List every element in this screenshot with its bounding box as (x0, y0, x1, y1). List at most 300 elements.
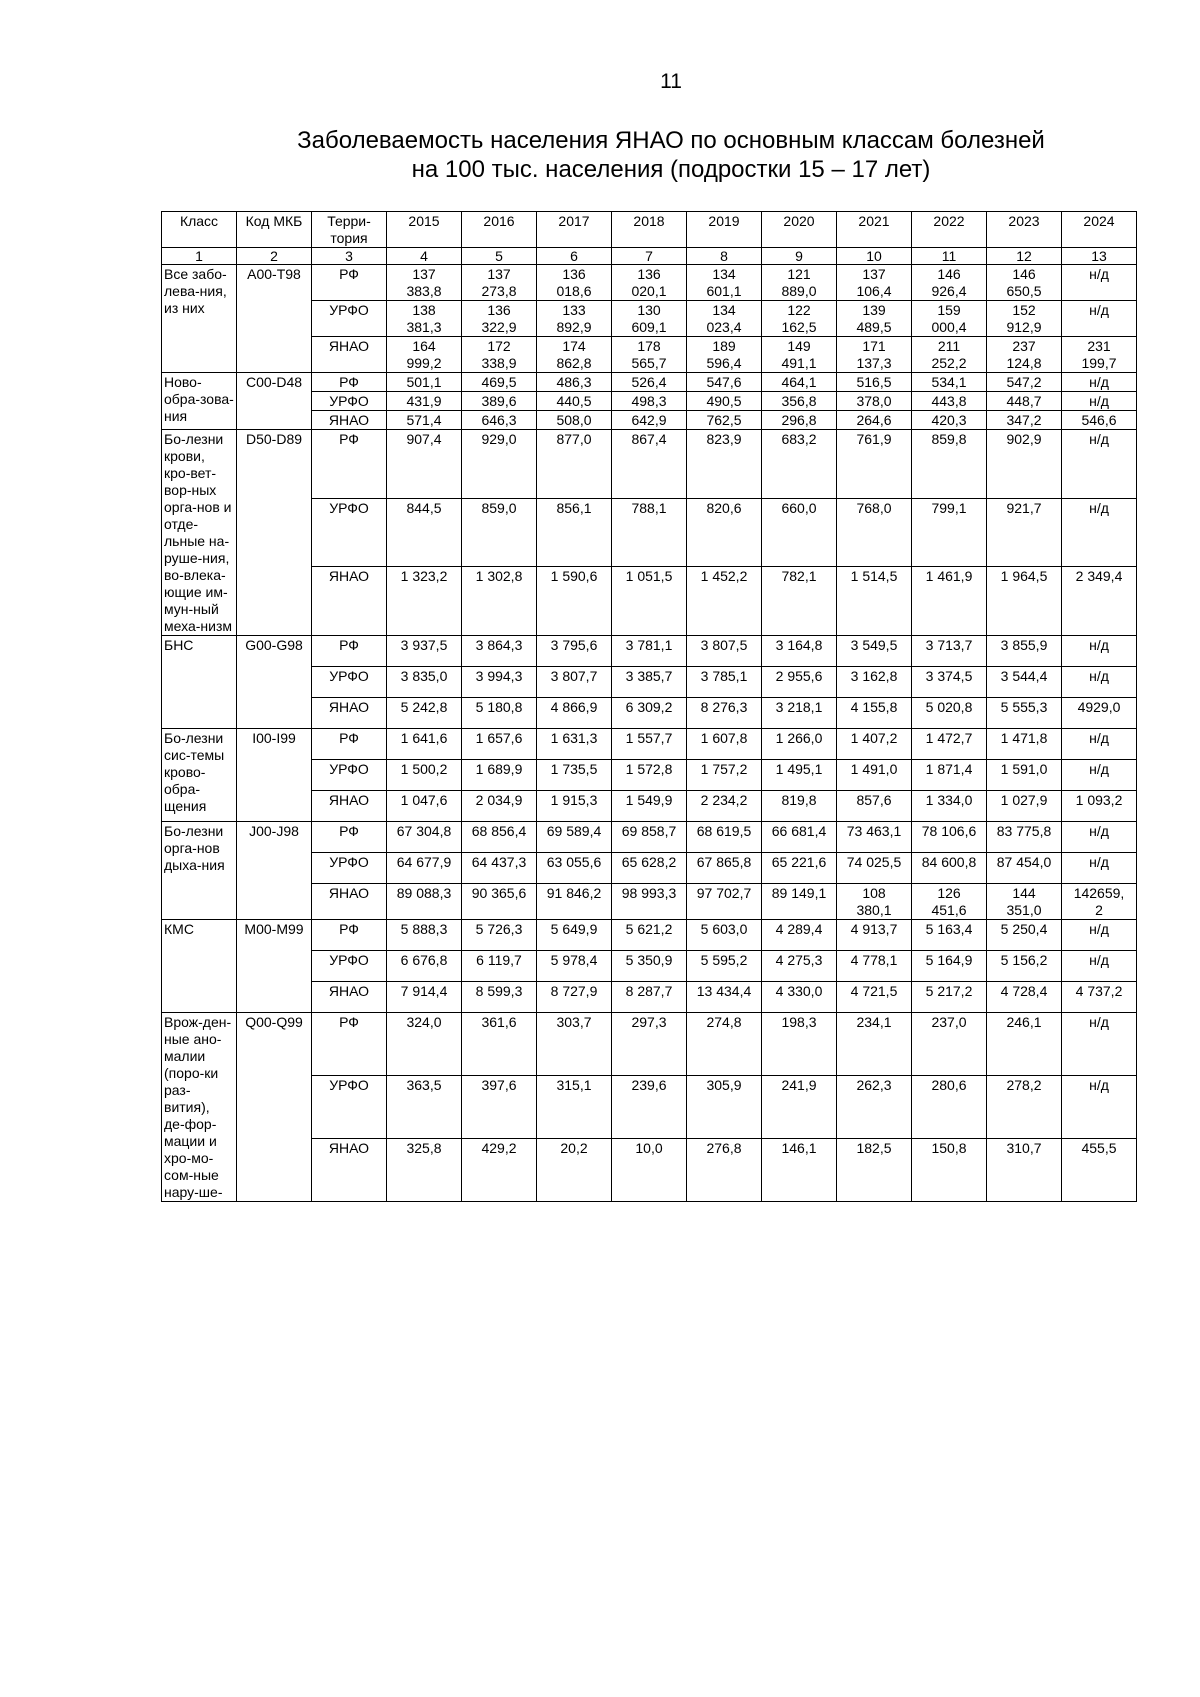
value-cell: 5 180,8 (462, 698, 537, 729)
value-cell: 6 676,8 (387, 951, 462, 982)
value-cell: 68 856,4 (462, 822, 537, 853)
value-cell: 189 596,4 (687, 337, 762, 373)
value-cell: 859,0 (462, 498, 537, 567)
value-cell: 501,1 (387, 373, 462, 392)
value-cell: 13 434,4 (687, 982, 762, 1013)
value-cell: 4 289,4 (762, 920, 837, 951)
value-cell: 211 252,2 (912, 337, 987, 373)
value-cell: 5 621,2 (612, 920, 687, 951)
value-cell: 761,9 (837, 430, 912, 499)
value-cell: н/д (1062, 636, 1137, 667)
value-cell: 137 273,8 (462, 265, 537, 301)
value-cell: 324,0 (387, 1013, 462, 1076)
value-cell: 3 162,8 (837, 667, 912, 698)
value-cell: 429,2 (462, 1139, 537, 1202)
value-cell: 1 491,0 (837, 760, 912, 791)
value-cell: 10,0 (612, 1139, 687, 1202)
value-cell: н/д (1062, 920, 1137, 951)
value-cell: 1 591,0 (987, 760, 1062, 791)
column-number-cell: 10 (837, 248, 912, 265)
value-cell: 8 287,7 (612, 982, 687, 1013)
value-cell: 7 914,4 (387, 982, 462, 1013)
territory-cell: ЯНАО (312, 1139, 387, 1202)
header-cell: 2018 (612, 212, 687, 248)
value-cell: 133 892,9 (537, 301, 612, 337)
value-cell: 782,1 (762, 567, 837, 636)
value-cell: 3 785,1 (687, 667, 762, 698)
territory-cell: УРФО (312, 301, 387, 337)
value-cell: 136 018,6 (537, 265, 612, 301)
value-cell: 683,2 (762, 430, 837, 499)
value-cell: 6 309,2 (612, 698, 687, 729)
value-cell: 8 727,9 (537, 982, 612, 1013)
value-cell: 69 589,4 (537, 822, 612, 853)
header-cell: 2021 (837, 212, 912, 248)
value-cell: 237 124,8 (987, 337, 1062, 373)
morbidity-table (161, 211, 1137, 1202)
value-cell: 768,0 (837, 498, 912, 567)
territory-cell: РФ (312, 430, 387, 499)
value-cell: 469,5 (462, 373, 537, 392)
value-cell: 149 491,1 (762, 337, 837, 373)
value-cell: 902,9 (987, 430, 1062, 499)
value-cell: 1 461,9 (912, 567, 987, 636)
icd-code-cell: D50-D89 (237, 430, 312, 636)
value-cell: 856,1 (537, 498, 612, 567)
value-cell: 4 155,8 (837, 698, 912, 729)
value-cell: 1 027,9 (987, 791, 1062, 822)
territory-cell: УРФО (312, 951, 387, 982)
value-cell: 174 862,8 (537, 337, 612, 373)
page-title (0, 126, 1200, 184)
disease-class-cell: БНС (162, 636, 237, 729)
icd-code-cell: G00-G98 (237, 636, 312, 729)
territory-cell: УРФО (312, 498, 387, 567)
disease-class-cell: КМС (162, 920, 237, 1013)
value-cell: 5 020,8 (912, 698, 987, 729)
value-cell: 498,3 (612, 392, 687, 411)
value-cell: 823,9 (687, 430, 762, 499)
value-cell: н/д (1062, 853, 1137, 884)
value-cell: 2 034,9 (462, 791, 537, 822)
value-cell: 1 495,1 (762, 760, 837, 791)
table-row (162, 729, 1137, 760)
value-cell: н/д (1062, 392, 1137, 411)
value-cell: 2 349,4 (1062, 567, 1137, 636)
column-number-cell: 3 (312, 248, 387, 265)
territory-cell: РФ (312, 729, 387, 760)
value-cell: 1 472,7 (912, 729, 987, 760)
value-cell: 159 000,4 (912, 301, 987, 337)
value-cell: 5 163,4 (912, 920, 987, 951)
value-cell: н/д (1062, 373, 1137, 392)
value-cell: 1 051,5 (612, 567, 687, 636)
value-cell: 3 855,9 (987, 636, 1062, 667)
value-cell: 246,1 (987, 1013, 1062, 1076)
value-cell: 347,2 (987, 411, 1062, 430)
value-cell: 98 993,3 (612, 884, 687, 920)
territory-cell: РФ (312, 265, 387, 301)
value-cell: 3 994,3 (462, 667, 537, 698)
value-cell: 1 514,5 (837, 567, 912, 636)
value-cell: 1 572,8 (612, 760, 687, 791)
territory-cell: УРФО (312, 853, 387, 884)
column-number-cell: 2 (237, 248, 312, 265)
value-cell: 820,6 (687, 498, 762, 567)
header-cell: Терри-тория (312, 212, 387, 248)
column-number-row (162, 248, 1137, 265)
table-row (162, 430, 1137, 499)
value-cell: 231 199,7 (1062, 337, 1137, 373)
value-cell: 762,5 (687, 411, 762, 430)
value-cell: 420,3 (912, 411, 987, 430)
value-cell: 3 835,0 (387, 667, 462, 698)
value-cell: 5 978,4 (537, 951, 612, 982)
value-cell: 929,0 (462, 430, 537, 499)
table-row (162, 920, 1137, 951)
value-cell: н/д (1062, 822, 1137, 853)
value-cell: 1 452,2 (687, 567, 762, 636)
column-number-cell: 12 (987, 248, 1062, 265)
value-cell: 239,6 (612, 1076, 687, 1139)
value-cell: 799,1 (912, 498, 987, 567)
value-cell: 508,0 (537, 411, 612, 430)
value-cell: 152 912,9 (987, 301, 1062, 337)
value-cell: 3 164,8 (762, 636, 837, 667)
value-cell: 130 609,1 (612, 301, 687, 337)
value-cell: 844,5 (387, 498, 462, 567)
territory-cell: РФ (312, 822, 387, 853)
value-cell: 921,7 (987, 498, 1062, 567)
value-cell: 138 381,3 (387, 301, 462, 337)
territory-cell: ЯНАО (312, 884, 387, 920)
value-cell: 134 601,1 (687, 265, 762, 301)
value-cell: 464,1 (762, 373, 837, 392)
column-number-cell: 7 (612, 248, 687, 265)
value-cell: 397,6 (462, 1076, 537, 1139)
territory-cell: ЯНАО (312, 698, 387, 729)
value-cell: 89 088,3 (387, 884, 462, 920)
value-cell: 171 137,3 (837, 337, 912, 373)
value-cell: 262,3 (837, 1076, 912, 1139)
territory-cell: РФ (312, 373, 387, 392)
value-cell: 3 864,3 (462, 636, 537, 667)
value-cell: 121 889,0 (762, 265, 837, 301)
value-cell: 6 119,7 (462, 951, 537, 982)
icd-code-cell: M00-M99 (237, 920, 312, 1013)
value-cell: 142659, 2 (1062, 884, 1137, 920)
value-cell: 1 915,3 (537, 791, 612, 822)
value-cell: 5 250,4 (987, 920, 1062, 951)
value-cell: 122 162,5 (762, 301, 837, 337)
value-cell: 378,0 (837, 392, 912, 411)
value-cell: 139 489,5 (837, 301, 912, 337)
value-cell: 64 677,9 (387, 853, 462, 884)
value-cell: 66 681,4 (762, 822, 837, 853)
title-line-1: Заболеваемость населения ЯНАО по основным классам болезней (297, 127, 1045, 154)
value-cell: 4 737,2 (1062, 982, 1137, 1013)
value-cell: 67 304,8 (387, 822, 462, 853)
value-cell: 857,6 (837, 791, 912, 822)
value-cell: 547,2 (987, 373, 1062, 392)
value-cell: 64 437,3 (462, 853, 537, 884)
value-cell: 1 302,8 (462, 567, 537, 636)
value-cell: 448,7 (987, 392, 1062, 411)
value-cell: 455,5 (1062, 1139, 1137, 1202)
value-cell: 546,6 (1062, 411, 1137, 430)
value-cell: 305,9 (687, 1076, 762, 1139)
territory-cell: УРФО (312, 667, 387, 698)
header-cell: Класс (162, 212, 237, 248)
value-cell: 1 607,8 (687, 729, 762, 760)
title-line-2: на 100 тыс. населения (подростки 15 – 17 лет) (411, 156, 931, 183)
value-cell: 431,9 (387, 392, 462, 411)
value-cell: 526,4 (612, 373, 687, 392)
territory-cell: ЯНАО (312, 411, 387, 430)
value-cell: н/д (1062, 301, 1137, 337)
value-cell: 4 330,0 (762, 982, 837, 1013)
value-cell: 87 454,0 (987, 853, 1062, 884)
value-cell: 4 721,5 (837, 982, 912, 1013)
value-cell: 3 374,5 (912, 667, 987, 698)
value-cell: 1 735,5 (537, 760, 612, 791)
value-cell: 5 217,2 (912, 982, 987, 1013)
value-cell: 3 713,7 (912, 636, 987, 667)
header-cell: 2020 (762, 212, 837, 248)
value-cell: н/д (1062, 265, 1137, 301)
value-cell: 1 549,9 (612, 791, 687, 822)
value-cell: 1 093,2 (1062, 791, 1137, 822)
value-cell: 3 218,1 (762, 698, 837, 729)
value-cell: 4 275,3 (762, 951, 837, 982)
value-cell: 788,1 (612, 498, 687, 567)
disease-class-cell: Бо-лезни крови, кро-вет-вор-ных орга-нов и отде-льные на-руше-ния, во-влека-ющие им-мун-ный меха-низм (162, 430, 237, 636)
territory-cell: ЯНАО (312, 791, 387, 822)
value-cell: 315,1 (537, 1076, 612, 1139)
value-cell: 134 023,4 (687, 301, 762, 337)
value-cell: 1 407,2 (837, 729, 912, 760)
value-cell: 1 557,7 (612, 729, 687, 760)
value-cell: 660,0 (762, 498, 837, 567)
value-cell: 69 858,7 (612, 822, 687, 853)
value-cell: 144 351,0 (987, 884, 1062, 920)
value-cell: 5 350,9 (612, 951, 687, 982)
table-body (162, 265, 1137, 1202)
value-cell: н/д (1062, 729, 1137, 760)
value-cell: 65 628,2 (612, 853, 687, 884)
value-cell: 1 471,8 (987, 729, 1062, 760)
value-cell: 859,8 (912, 430, 987, 499)
value-cell: 646,3 (462, 411, 537, 430)
value-cell: 63 055,6 (537, 853, 612, 884)
column-number-cell: 5 (462, 248, 537, 265)
icd-code-cell: J00-J98 (237, 822, 312, 920)
value-cell: 136 020,1 (612, 265, 687, 301)
disease-class-cell: Бо-лезни орга-нов дыха-ния (162, 822, 237, 920)
icd-code-cell: Q00-Q99 (237, 1013, 312, 1202)
value-cell: н/д (1062, 667, 1137, 698)
value-cell: 3 807,7 (537, 667, 612, 698)
value-cell: н/д (1062, 1076, 1137, 1139)
value-cell: 8 276,3 (687, 698, 762, 729)
value-cell: 74 025,5 (837, 853, 912, 884)
territory-cell: ЯНАО (312, 982, 387, 1013)
value-cell: 1 631,3 (537, 729, 612, 760)
value-cell: н/д (1062, 760, 1137, 791)
value-cell: 907,4 (387, 430, 462, 499)
disease-class-cell: Все забо-лева-ния, из них (162, 265, 237, 373)
value-cell: 3 807,5 (687, 636, 762, 667)
value-cell: 5 649,9 (537, 920, 612, 951)
header-cell: 2024 (1062, 212, 1137, 248)
value-cell: 3 544,4 (987, 667, 1062, 698)
icd-code-cell: A00-T98 (237, 265, 312, 373)
header-cell: 2022 (912, 212, 987, 248)
table-row (162, 265, 1137, 301)
column-number-cell: 13 (1062, 248, 1137, 265)
territory-cell: РФ (312, 1013, 387, 1076)
value-cell: 73 463,1 (837, 822, 912, 853)
value-cell: 547,6 (687, 373, 762, 392)
header-row (162, 212, 1137, 248)
value-cell: 3 937,5 (387, 636, 462, 667)
value-cell: 1 590,6 (537, 567, 612, 636)
column-number-cell: 1 (162, 248, 237, 265)
column-number-cell: 8 (687, 248, 762, 265)
value-cell: 150,8 (912, 1139, 987, 1202)
value-cell: 89 149,1 (762, 884, 837, 920)
value-cell: 303,7 (537, 1013, 612, 1076)
icd-code-cell: I00-I99 (237, 729, 312, 822)
value-cell: 4 866,9 (537, 698, 612, 729)
value-cell: 182,5 (837, 1139, 912, 1202)
value-cell: 325,8 (387, 1139, 462, 1202)
value-cell: 178 565,7 (612, 337, 687, 373)
territory-cell: УРФО (312, 760, 387, 791)
column-number-cell: 11 (912, 248, 987, 265)
value-cell: 486,3 (537, 373, 612, 392)
value-cell: 241,9 (762, 1076, 837, 1139)
value-cell: 1 964,5 (987, 567, 1062, 636)
value-cell: 5 726,3 (462, 920, 537, 951)
value-cell: 84 600,8 (912, 853, 987, 884)
table-row (162, 822, 1137, 853)
value-cell: н/д (1062, 430, 1137, 499)
value-cell: 137 383,8 (387, 265, 462, 301)
value-cell: 297,3 (612, 1013, 687, 1076)
value-cell: 8 599,3 (462, 982, 537, 1013)
value-cell: 1 047,6 (387, 791, 462, 822)
disease-class-cell: Бо-лезни сис-темы крово-обра-щения (162, 729, 237, 822)
value-cell: 1 757,2 (687, 760, 762, 791)
disease-class-cell: Ново-обра-зова-ния (162, 373, 237, 430)
value-cell: н/д (1062, 951, 1137, 982)
value-cell: 1 323,2 (387, 567, 462, 636)
value-cell: 68 619,5 (687, 822, 762, 853)
value-cell: 3 781,1 (612, 636, 687, 667)
territory-cell: ЯНАО (312, 567, 387, 636)
value-cell: н/д (1062, 498, 1137, 567)
value-cell: 146 650,5 (987, 265, 1062, 301)
value-cell: 276,8 (687, 1139, 762, 1202)
value-cell: 296,8 (762, 411, 837, 430)
value-cell: 146 926,4 (912, 265, 987, 301)
value-cell: 3 549,5 (837, 636, 912, 667)
value-cell: 278,2 (987, 1076, 1062, 1139)
value-cell: 237,0 (912, 1013, 987, 1076)
value-cell: 136 322,9 (462, 301, 537, 337)
value-cell: 137 106,4 (837, 265, 912, 301)
value-cell: 264,6 (837, 411, 912, 430)
disease-class-cell: Врож-ден-ные ано-малии (поро-ки раз-вития), де-фор-мации и хро-мо-сом-ные нару-ше- (162, 1013, 237, 1202)
territory-cell: УРФО (312, 392, 387, 411)
value-cell: 1 334,0 (912, 791, 987, 822)
column-number-cell: 4 (387, 248, 462, 265)
value-cell: 126 451,6 (912, 884, 987, 920)
table-row (162, 373, 1137, 392)
value-cell: 1 657,6 (462, 729, 537, 760)
value-cell: 234,1 (837, 1013, 912, 1076)
value-cell: 280,6 (912, 1076, 987, 1139)
value-cell: 361,6 (462, 1013, 537, 1076)
value-cell: 534,1 (912, 373, 987, 392)
territory-cell: РФ (312, 920, 387, 951)
value-cell: 78 106,6 (912, 822, 987, 853)
value-cell: 440,5 (537, 392, 612, 411)
value-cell: 67 865,8 (687, 853, 762, 884)
territory-cell: РФ (312, 636, 387, 667)
value-cell: 490,5 (687, 392, 762, 411)
header-cell: 2017 (537, 212, 612, 248)
header-cell: 2023 (987, 212, 1062, 248)
value-cell: 867,4 (612, 430, 687, 499)
value-cell: 4 728,4 (987, 982, 1062, 1013)
column-number-cell: 9 (762, 248, 837, 265)
value-cell: 819,8 (762, 791, 837, 822)
header-cell: 2016 (462, 212, 537, 248)
value-cell: 5 156,2 (987, 951, 1062, 982)
territory-cell: ЯНАО (312, 337, 387, 373)
value-cell: 274,8 (687, 1013, 762, 1076)
value-cell: 3 795,6 (537, 636, 612, 667)
icd-code-cell: C00-D48 (237, 373, 312, 430)
value-cell: 363,5 (387, 1076, 462, 1139)
value-cell: 198,3 (762, 1013, 837, 1076)
value-cell: 1 266,0 (762, 729, 837, 760)
table-row (162, 1013, 1137, 1076)
value-cell: 1 500,2 (387, 760, 462, 791)
value-cell: 4 913,7 (837, 920, 912, 951)
value-cell: 91 846,2 (537, 884, 612, 920)
value-cell: 1 641,6 (387, 729, 462, 760)
value-cell: 83 775,8 (987, 822, 1062, 853)
value-cell: 443,8 (912, 392, 987, 411)
page-number: 11 (660, 70, 682, 93)
value-cell: 2 234,2 (687, 791, 762, 822)
value-cell: 5 603,0 (687, 920, 762, 951)
value-cell: 164 999,2 (387, 337, 462, 373)
value-cell: 65 221,6 (762, 853, 837, 884)
header-cell: 2019 (687, 212, 762, 248)
value-cell: 4929,0 (1062, 698, 1137, 729)
value-cell: 4 778,1 (837, 951, 912, 982)
value-cell: 310,7 (987, 1139, 1062, 1202)
column-number-cell: 6 (537, 248, 612, 265)
value-cell: 3 385,7 (612, 667, 687, 698)
header-cell: Код МКБ (237, 212, 312, 248)
value-cell: 516,5 (837, 373, 912, 392)
value-cell: 5 242,8 (387, 698, 462, 729)
